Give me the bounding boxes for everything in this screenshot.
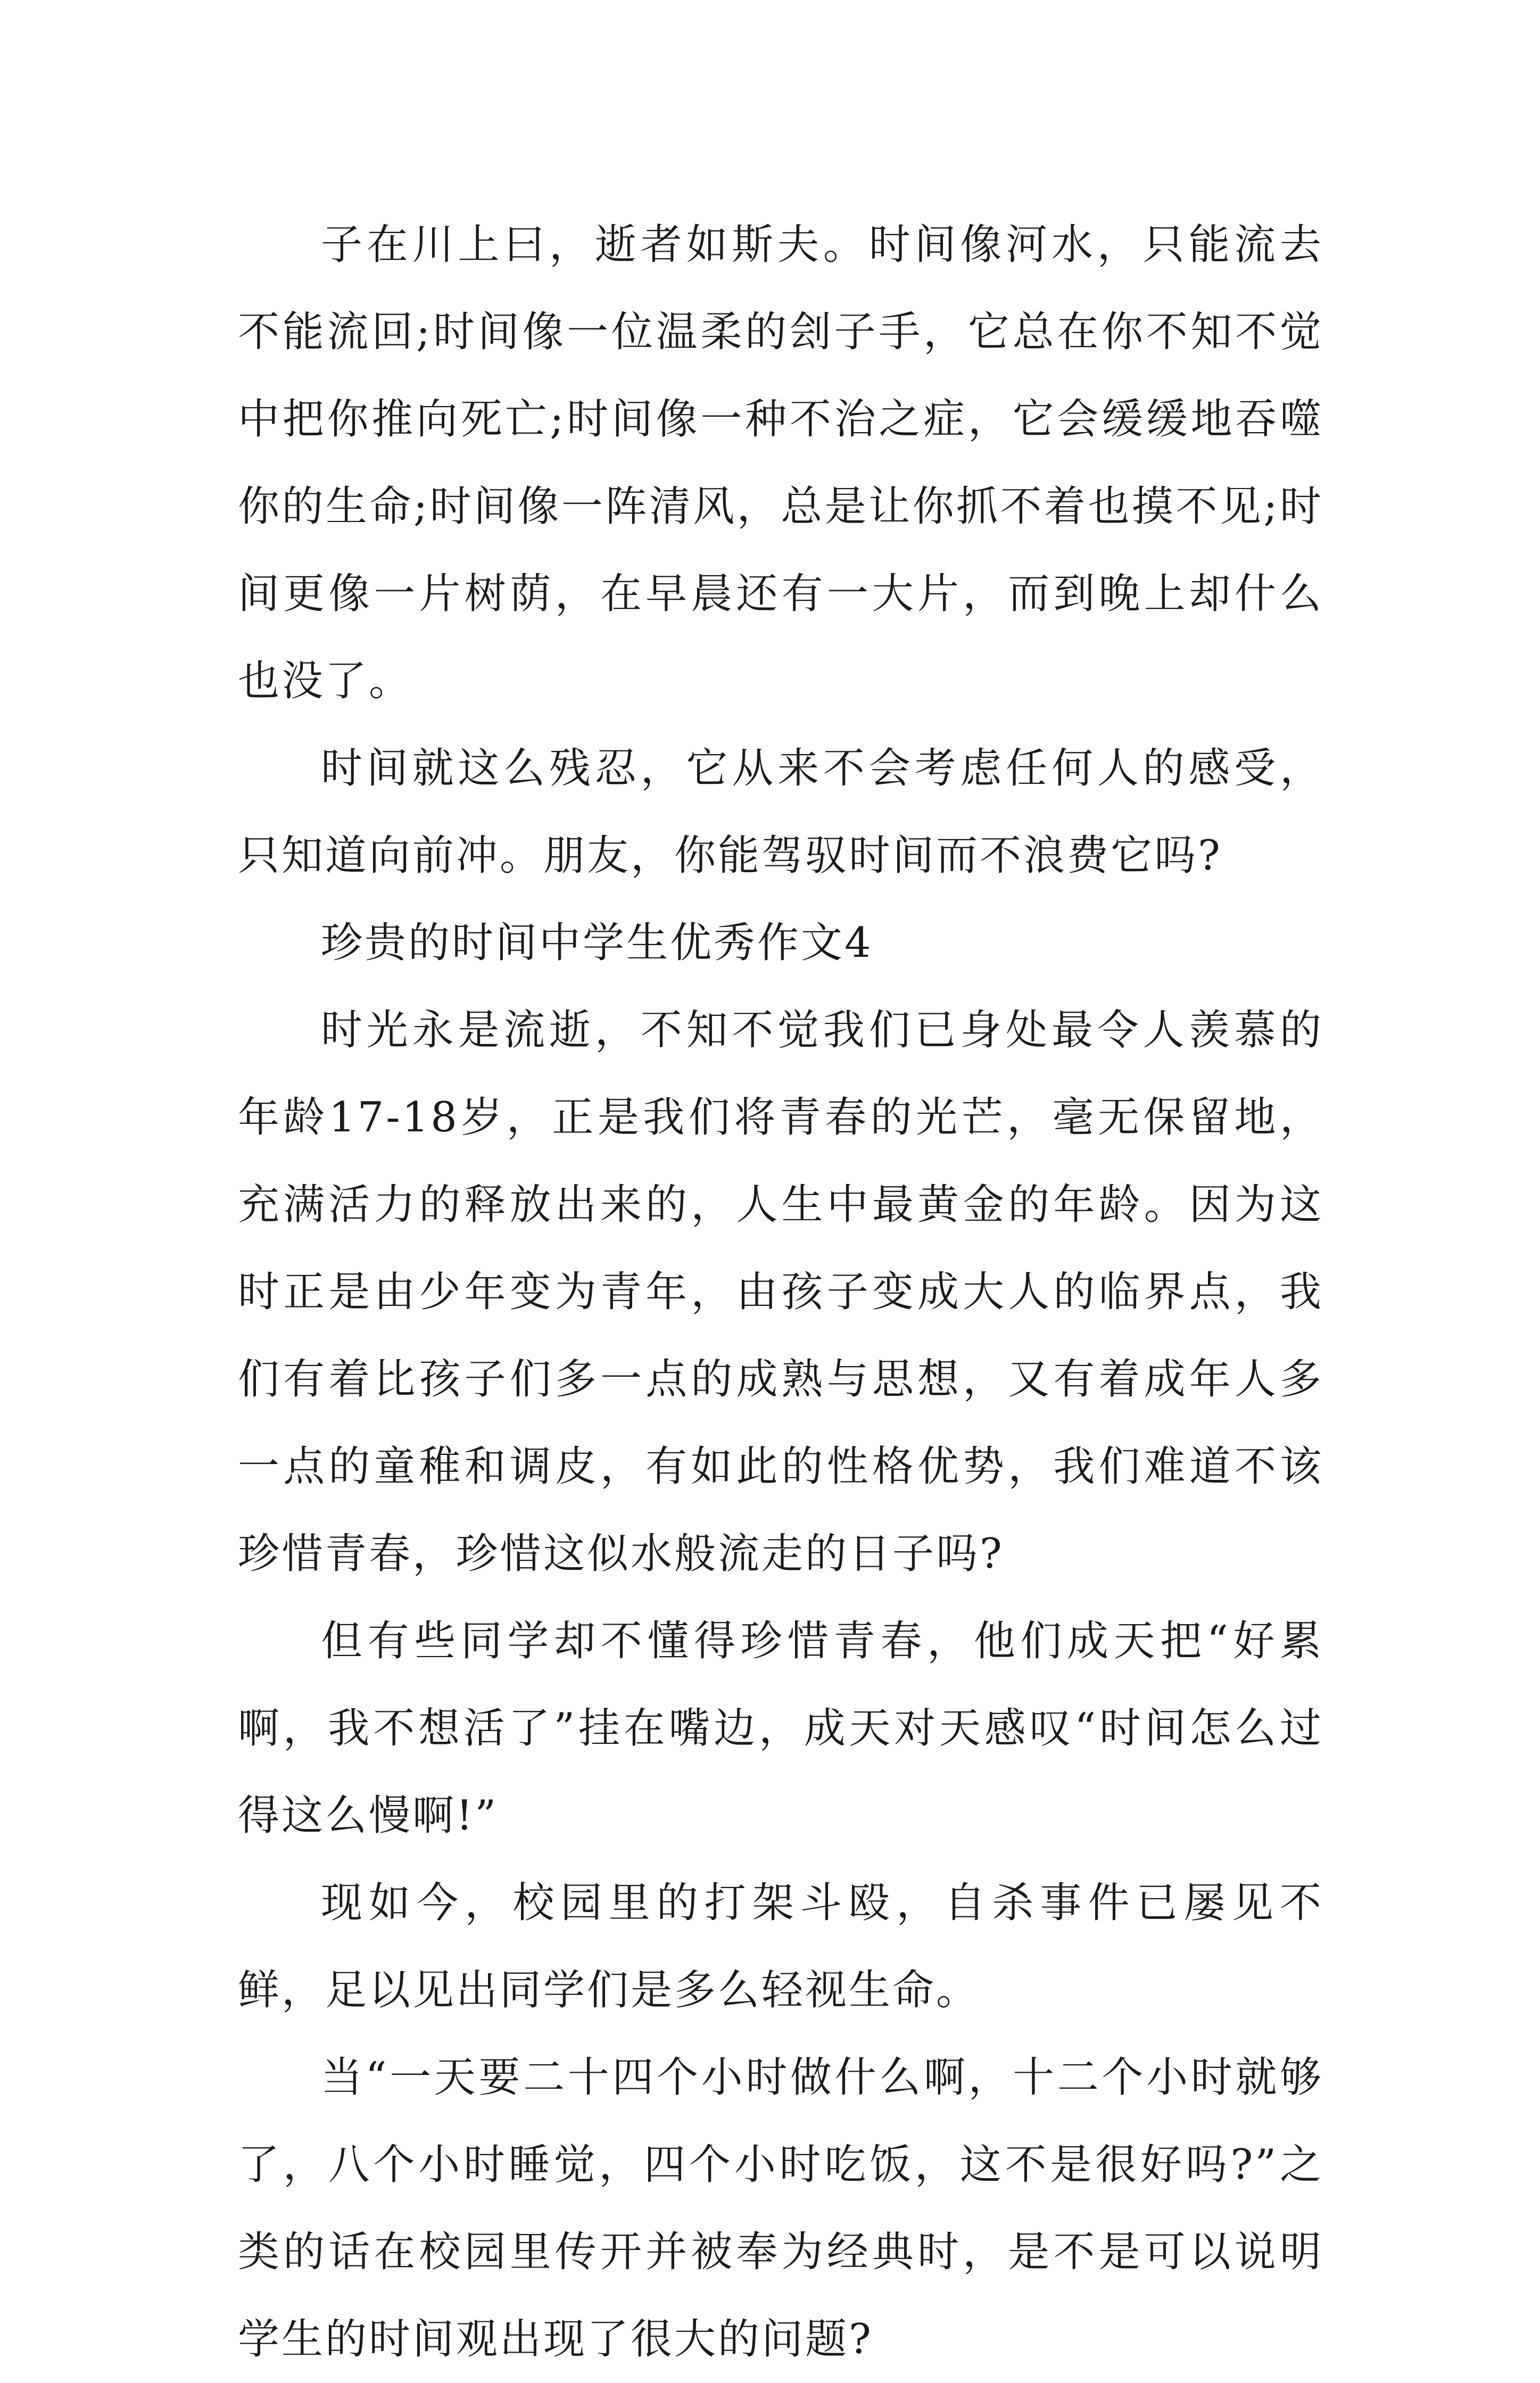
paragraph: 时间就这么残忍，它从来不会考虑任何人的感受，只知道向前冲。朋友，你能驾驭时间而不浪费它吗? xyxy=(238,744,1323,880)
document-body xyxy=(238,201,1323,2383)
paragraph: 但有些同学却不懂得珍惜青春，他们成天把“好累啊，我不想活了”挂在嘴边，成天对天感叹“时间怎么过得这么慢啊!” xyxy=(238,1617,1323,1840)
section-title: 珍贵的时间中学生优秀作文4 xyxy=(321,919,873,967)
paragraph: 现如今，校园里的打架斗殴，自杀事件已屡见不鲜，足以见出同学们是多么轻视生命。 xyxy=(238,1879,1323,2014)
paragraph: 当“一天要二十四个小时做什么啊，十二个小时就够了，八个小时睡觉，四个小时吃饭，这不是很好吗?”之类的话在校园里传开并被奉为经典时，是不是可以说明学生的时间观出现了很大的问题? xyxy=(238,2054,1323,2363)
paragraph: 时光永是流逝，不知不觉我们已身处最令人羡慕的年龄17-18岁，正是我们将青春的光芒，毫无保留地，充满活力的释放出来的，人生中最黄金的年龄。因为这时正是由少年变为青年，由孩子变成大人的临界点，我们有着比孩子们多一点的成熟与思想，又有着成年人多一点的童稚和调皮，有如此的性格优势，我们难道不该珍惜青春，珍惜这似水般流走的日子吗? xyxy=(238,1006,1323,1578)
paragraph: 子在川上曰，逝者如斯夫。时间像河水，只能流去不能流回;时间像一位温柔的刽子手，它总在你不知不觉中把你推向死亡;时间像一种不治之症，它会缓缓地吞噬你的生命;时间像一阵清风，总是让你抓不着也摸不见;时间更像一片树荫，在早晨还有一大片，而到晚上却什么也没了。 xyxy=(238,221,1323,705)
